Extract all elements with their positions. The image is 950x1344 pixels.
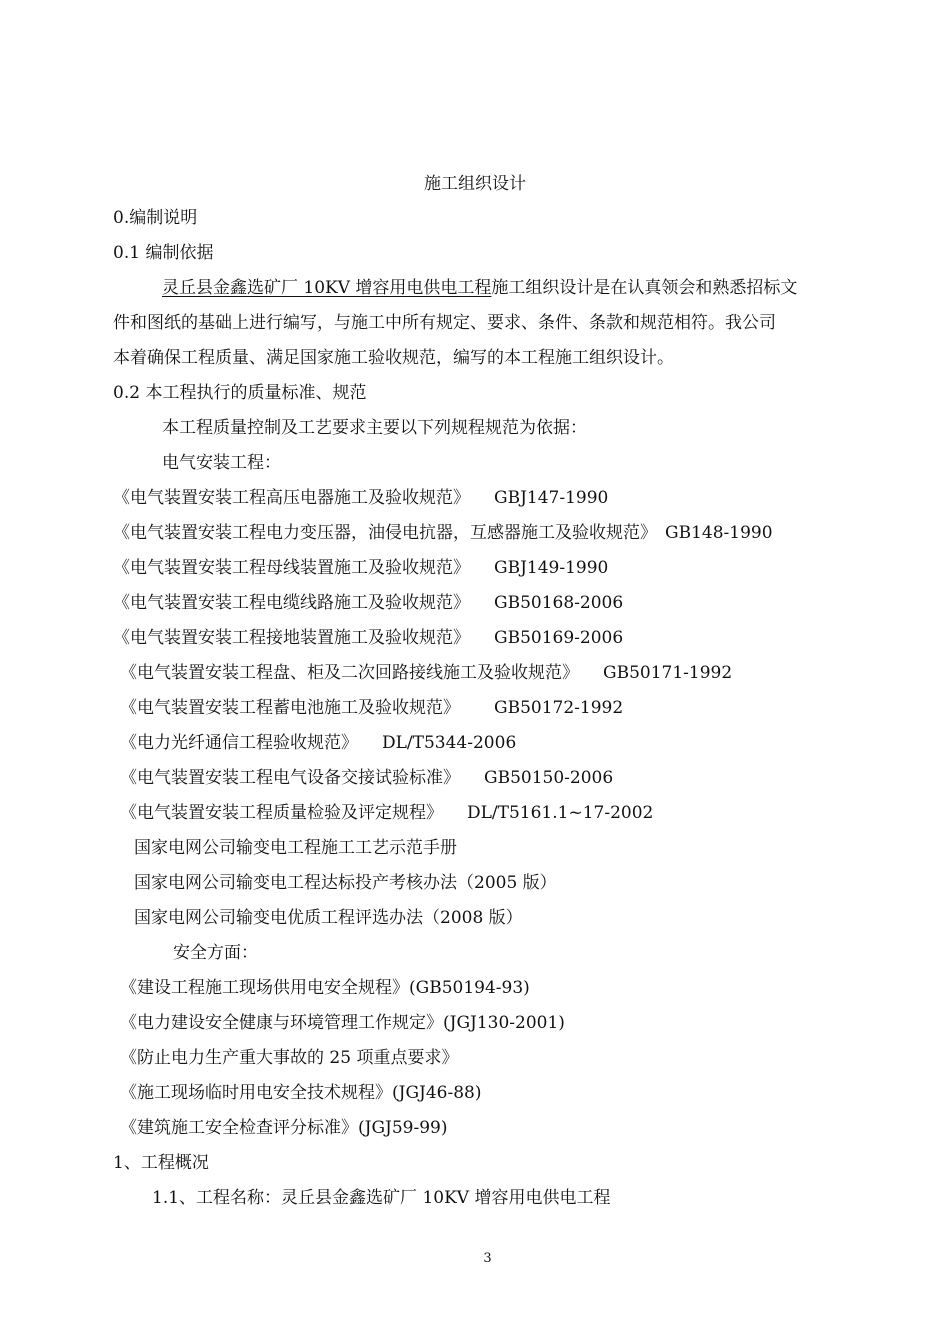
standard-item: 《电气装置安装工程质量检验及评定规程》 DL/T5161.1~17-2002	[120, 803, 654, 823]
standard-item: 《电气装置安装工程电力变压器，油侵电抗器，互感器施工及验收规范》 GB148-1990	[113, 523, 773, 543]
standard-code: GBJ147-1990	[494, 488, 609, 508]
safety-standard-item: 《建筑施工安全检查评分标准》(JGJ59-99)	[120, 1118, 448, 1138]
page-number: 3	[483, 1251, 492, 1266]
paragraph-line-3: 本着确保工程质量、满足国家施工验收规范，编写的本工程施工组织设计。	[113, 348, 674, 368]
project-name-underlined: 灵丘县金鑫选矿厂 10KV 增容用电供电工程	[162, 278, 492, 298]
standard-item: 《电气装置安装工程接地装置施工及验收规范》 GB50169-2006	[113, 628, 624, 648]
grid-doc-item: 国家电网公司输变电优质工程评选办法（2008 版）	[134, 908, 523, 928]
standard-code: DL/T5161.1~17-2002	[467, 803, 654, 823]
paragraph-line-1	[162, 277, 797, 299]
standard-code: DL/T5344-2006	[382, 733, 517, 753]
section-heading-1-1: 1.1、工程名称：灵丘县金鑫选矿厂 10KV 增容用电供电工程	[152, 1188, 611, 1208]
standard-code: GB148-1990	[665, 523, 773, 543]
safety-standard-item: 《建设工程施工现场供用电安全规程》(GB50194-93)	[120, 978, 530, 998]
standard-item: 《电气装置安装工程电缆线路施工及验收规范》 GB50168-2006	[113, 593, 624, 613]
standard-code: GB50171-1992	[603, 663, 733, 683]
safety-standard-item: 《电力建设安全健康与环境管理工作规定》(JGJ130-2001)	[120, 1013, 565, 1033]
standard-item: 《电气装置安装工程电气设备交接试验标准》 GB50150-2006	[120, 768, 614, 788]
standard-code: GBJ149-1990	[494, 558, 609, 578]
standard-item: 《电气装置安装工程高压电器施工及验收规范》 GBJ147-1990	[113, 488, 609, 508]
grid-doc-item: 国家电网公司输变电工程达标投产考核办法（2005 版）	[134, 873, 557, 893]
paragraph-line-2: 件和图纸的基础上进行编写，与施工中所有规定、要求、条件、条款和规范相符。我公司	[113, 313, 776, 333]
standard-code: GB50150-2006	[484, 768, 614, 788]
standard-item: 《电力光纤通信工程验收规范》 DL/T5344-2006	[120, 733, 517, 753]
standard-item: 《电气装置安装工程蓄电池施工及验收规范》 GB50172-1992	[120, 698, 624, 718]
section-heading-1: 1、工程概况	[113, 1153, 209, 1173]
standards-intro: 本工程质量控制及工艺要求主要以下列规程规范为依据：	[162, 418, 587, 438]
paragraph-line-1-rest: 施工组织设计是在认真领会和熟悉招标文	[491, 278, 798, 298]
standard-code: GB50168-2006	[494, 593, 624, 613]
standard-code: GB50169-2006	[494, 628, 624, 648]
standard-item: 《电气装置安装工程母线装置施工及验收规范》 GBJ149-1990	[113, 558, 609, 578]
grid-doc-item: 国家电网公司输变电工程施工工艺示范手册	[134, 838, 457, 858]
section-heading-0-1: 0.1 编制依据	[113, 243, 214, 263]
electrical-heading: 电气安装工程：	[162, 453, 281, 473]
safety-standard-item: 《施工现场临时用电安全技术规程》(JGJ46-88)	[120, 1083, 482, 1103]
standard-code: GB50172-1992	[494, 698, 624, 718]
section-heading-0-2: 0.2 本工程执行的质量标准、规范	[113, 383, 367, 403]
section-heading-0: 0.编制说明	[113, 208, 198, 228]
document-title: 施工组织设计	[424, 174, 526, 194]
safety-standard-item: 《防止电力生产重大事故的 25 项重点要求》	[120, 1048, 459, 1068]
standard-item: 《电气装置安装工程盘、柜及二次回路接线施工及验收规范》 GB50171-1992	[120, 663, 733, 683]
safety-heading: 安全方面：	[173, 943, 258, 963]
